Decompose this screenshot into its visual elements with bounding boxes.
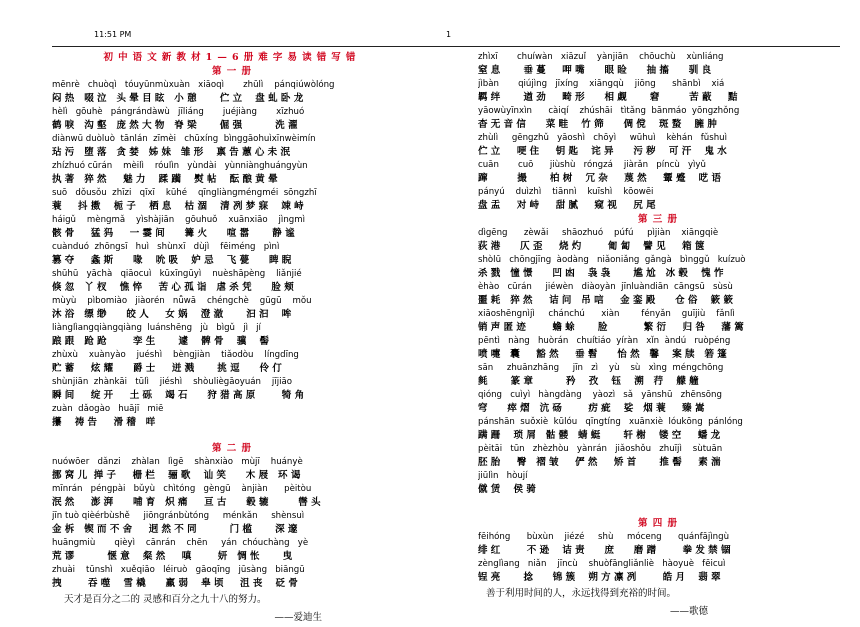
hanzi-line: 荒 谬 惬 意 粲 然 嗔 妍 惆 怅 曳 (52, 551, 293, 562)
pinyin-line: zhìxī chuíwàn xiāzuǐ yànjiān chōuchù xùnliáng (478, 52, 724, 62)
hanzi-line: 闷 热 啜 泣 头 晕 目 眩 小 憩 伫 立 盘 虬 卧 龙 (52, 93, 304, 104)
hanzi-line: 盘 盂 对 峙 甜 腻 窥 视 尻 尾 (478, 200, 656, 211)
right-quote-author: ——歌德 (669, 606, 708, 617)
hanzi-line: 倏 忽 丫 杈 憔 悴 苦 心 孤 诣 虐 杀 凭 脸 颊 (52, 282, 294, 293)
pinyin-line: xiāoshēngnìjì chánchú xiàn fényǎn guījiù fǎnlì (478, 309, 735, 319)
hanzi-line: 荻 港 仄 歪 烧 灼 匍 匐 譬 见 箱 箧 (478, 241, 705, 252)
right-quote: 善于利用时间的人，永远找得到充裕的时间。 (486, 588, 677, 599)
pinyin-line: zuàn dǎogào huājī miē (52, 404, 164, 414)
pinyin-line: yāowùyīnxìn càiqí zhúshāi tìtǎng bānmáo yōngzhǒng (478, 106, 740, 116)
page-title: 初中语文新教材1—6册难字易读错写错 (103, 52, 361, 63)
hanzi-line: 金 柝 锲 而 不 舍 迥 然 不 同 门 槛 深 邃 (52, 524, 298, 535)
pinyin-line: shūhū yāchà qiāocuì kūxīngūyì nuèshāpèng liǎnjié (52, 269, 302, 279)
pinyin-line: mīnrán péngpài bǔyù chìtóng gèngū ànjiàn pèitòu (52, 484, 312, 494)
left-quote-author: ——爱迪生 (274, 612, 322, 623)
pinyin-line: pēntì nàng huòrán chuítiáo yíràn xǐn àndú ruòpéng (478, 336, 731, 346)
right-column (478, 51, 838, 621)
hanzi-line: 杳 无 音 信 菜 畦 竹 筛 倜 傥 斑 蝥 臃 肿 (478, 119, 717, 130)
pinyin-line: zhùxù xuànyào juéshì bèngjiàn tiǎodòu língdīng (52, 350, 299, 360)
hanzi-line: 鹤 唳 沟 壑 庞 然 大 物 脊 梁 倔 强 洗 濯 (52, 120, 298, 131)
book2-heading: 第 二 册 (211, 443, 253, 454)
pinyin-line: liànglìangqiàngqiàng luánshēng jù bìgǔ jì jí (52, 323, 261, 333)
hanzi-line: 挪 窝 儿 掸 子 栅 栏 骊 歌 讪 笑 木 屐 环 谒 (52, 470, 301, 481)
hanzi-line: 窒 息 垂 蔓 呷 嘴 眼 睑 抽 搐 驯 良 (478, 65, 712, 76)
book1-heading: 第 一 册 (211, 66, 253, 77)
pinyin-line: háigǔ mèngmǎ yìshàjiān gōuhuǒ xuānxiāo jìngmì (52, 215, 305, 225)
book3-heading: 第 三 册 (637, 214, 679, 225)
header-rule (52, 46, 840, 47)
hanzi-line: 拽 吞 噬 雪 橇 羸 弱 皋 顷 沮 丧 砭 骨 (52, 578, 298, 589)
pinyin-line: shùnjiān zhànkāi tūlì jiéshì shòuliègāoyuán jījiāo (52, 377, 292, 387)
pinyin-line: pèitāi tūn zhèzhòu yànrán jiǎoshǒu zhuījì sùtuān (478, 444, 723, 454)
pinyin-line: sān zhuānzhāng jīn zì yù sù xìng méngchōng (478, 363, 724, 373)
pinyin-line: qióng cuìyì hàngdàng yàozì sǎ yānshū zhēnsōng (478, 390, 722, 400)
hanzi-line: 贮 蓄 炫 耀 爵 士 迸 溅 挑 逗 伶 仃 (52, 363, 282, 374)
pinyin-line: zènglìang niǎn jīncù shuòfāngliǎnliè hàoyuè fēicuì (478, 559, 726, 569)
pinyin-line: jìbàn qiújìng jīxíng xiāngqù jiōng shānbì xiá (478, 79, 725, 89)
hanzi-line: 僦 赁 侯 骑 (478, 484, 536, 495)
pinyin-line: nuówōer dǎnzi zhàlan lìgē shànxiào mùjī huányè (52, 457, 303, 467)
hanzi-line: 踉 跟 跄 跄 孪 生 遽 髀 骨 骥 髻 (52, 336, 269, 347)
hanzi-line: 胚 胎 臀 褶 皱 俨 然 矫 首 推 髻 素 湍 (478, 457, 721, 468)
book4-heading: 第 四 册 (637, 518, 679, 529)
pinyin-line: zhízhuó cūrán mèilì róulìn yùndài yùnniànghuángyùn (52, 161, 308, 171)
hanzi-line: 玷 污 堕 落 贪 婪 姊 妹 雏 形 禀 告 蕙 心 未 泯 (52, 147, 290, 158)
pinyin-line: mēnrè chuòqì tóuyūnmùxuàn xiāoqì zhūlì pánqiúwòlóng (52, 80, 335, 90)
hanzi-line: 攥 祷 告 滑 稽 咩 (52, 417, 156, 428)
hanzi-line: 噩 耗 猝 然 诘 问 吊 唁 金 銮 殿 仓 俗 簌 簌 (478, 295, 733, 306)
pinyin-line: diànwū duòluò tānlán zīmèi chūxíng bìnggāohuìxīnwèimín (52, 134, 316, 144)
book3-word-list (478, 227, 838, 497)
pinyin-line: zhuài tūnshì xuěqiāo léiruò gāoqīng jūsàng biāngū (52, 565, 305, 575)
hanzi-line: 蹿 撮 柏 树 冗 杂 蔑 然 颦 蹙 呓 语 (478, 173, 721, 184)
left-quote: 天才是百分之二的 灵感和百分之九十八的努力。 (64, 594, 267, 605)
hanzi-line: 羁 绊 遒 劲 畸 形 相 觑 窘 苦 蔽 黠 (478, 92, 738, 103)
book1-word-list (52, 79, 412, 430)
hanzi-line: 穹 瘁 熠 沆 砀 疠 疵 娑 烟 蓑 臻 嵩 (478, 403, 705, 414)
header-page-number: 1 (446, 30, 452, 39)
hanzi-line: 锃 亮 捻 锦 簇 朔 方 凛 冽 皓 月 翡 翠 (478, 572, 721, 583)
hanzi-line: 篡 夺 螽 斯 喙 吮 吸 妒 忌 飞 甍 睥 睨 (52, 255, 292, 266)
hanzi-line: 销 声 匿 迹 蟾 蜍 脸 繁 衍 归 咎 藩 篱 (478, 322, 744, 333)
hanzi-line: 蹒 跚 琐 屑 骷 髅 蜻 蜓 轩 榭 镂 空 蟠 龙 (478, 430, 721, 441)
pinyin-line: shòlū chōngjīng àodàng niǎoniǎng gǎngà bìnggǔ kuízuò (478, 255, 746, 265)
pinyin-line: huāngmiù qièyì cānrán chēn yán chóuchàng yè (52, 538, 309, 548)
hanzi-line: 瞬 间 绽 开 土 砾 竭 石 狩 猎 高 原 犄 角 (52, 390, 305, 401)
hanzi-line: 绯 红 不 逊 诘 责 庶 磨 蹭 拳 发 禁 锢 (478, 545, 731, 556)
hanzi-line: 沐 浴 缥 缈 皎 人 女 娲 澄 澈 汩 汩 哞 (52, 309, 292, 320)
book4-word-list (478, 531, 838, 585)
book2-continued-word-list (478, 51, 838, 213)
hanzi-line: 毵 篆 章 矜 孜 钰 溯 荇 艨 艟 (478, 376, 699, 387)
hanzi-line: 喷 嚏 囊 豁 然 垂 髫 怡 然 馨 案 牍 箬 篷 (478, 349, 727, 360)
pinyin-line: hèlì gōuhè pángrándàwù jīliáng juéjiàng xīzhuó (52, 107, 305, 117)
pinyin-line: pánshān suǒxiè kūlóu qīngtíng xuānxiè lóukōng pánlóng (478, 417, 743, 427)
pinyin-line: cuànduó zhōngsī huì shùnxī dùjì fēiméng pìnì (52, 242, 280, 252)
book2-word-list (52, 456, 412, 591)
left-column (52, 51, 412, 627)
pinyin-line: suō dǒusǒu zhīzi qīxī kūhé qīngliàngméngméi sōngzhī (52, 188, 317, 198)
pinyin-line: zhùlì gēngzhǔ yāoshì chōyì wūhuì kèhán fǔshuì (478, 133, 727, 143)
pinyin-line: èhào cūrán jiéwèn diàoyàn jīnluàndiān cāngsū sùsù (478, 282, 733, 292)
pinyin-line: jīn tuò qièérbùshě jiōngránbùtóng ménkǎn shènsuì (52, 511, 305, 521)
pinyin-line: dìgēng zèwǎi shāozhuó púfú pìjiàn xiāngqiè (478, 228, 719, 238)
pinyin-line: pányú duìzhì tiānnì kuīshì kōowēi (478, 187, 654, 197)
hanzi-line: 伫 立 哽 住 钥 匙 诧 异 污 秽 可 汗 鬼 水 (478, 146, 727, 157)
header-time: 11:51 PM (94, 30, 132, 39)
pinyin-line: jiūlìn hòují (478, 471, 528, 481)
pinyin-line: fēihóng bùxùn jiézé shù móceng quánfājìngù (478, 532, 730, 542)
hanzi-line: 泯 然 澎 湃 哺 育 炽 痛 亘 古 毂 辘 辔 头 (52, 497, 321, 508)
pinyin-line: mùyù pìbomiào jiàorén nǚwā chéngchè gūgū mǒu (52, 296, 312, 306)
hanzi-line: 骸 骨 猛 犸 一 霎 间 篝 火 喧 嚣 静 谧 (52, 228, 295, 239)
hanzi-line: 杀 戮 憧 憬 凹 凼 袅 袅 尴 尬 冰 毂 愧 怍 (478, 268, 724, 279)
pinyin-line: cuān cuō jiùshù róngzá jiàrǎn píncù yìyǔ (478, 160, 706, 170)
hanzi-line: 蓑 抖 擞 栀 子 栖 息 枯 涸 清 冽 梦 寐 竦 峙 (52, 201, 304, 212)
hanzi-line: 执 著 猝 然 魅 力 蹂 躏 熨 帖 酝 酿 黄 晕 (52, 174, 278, 185)
